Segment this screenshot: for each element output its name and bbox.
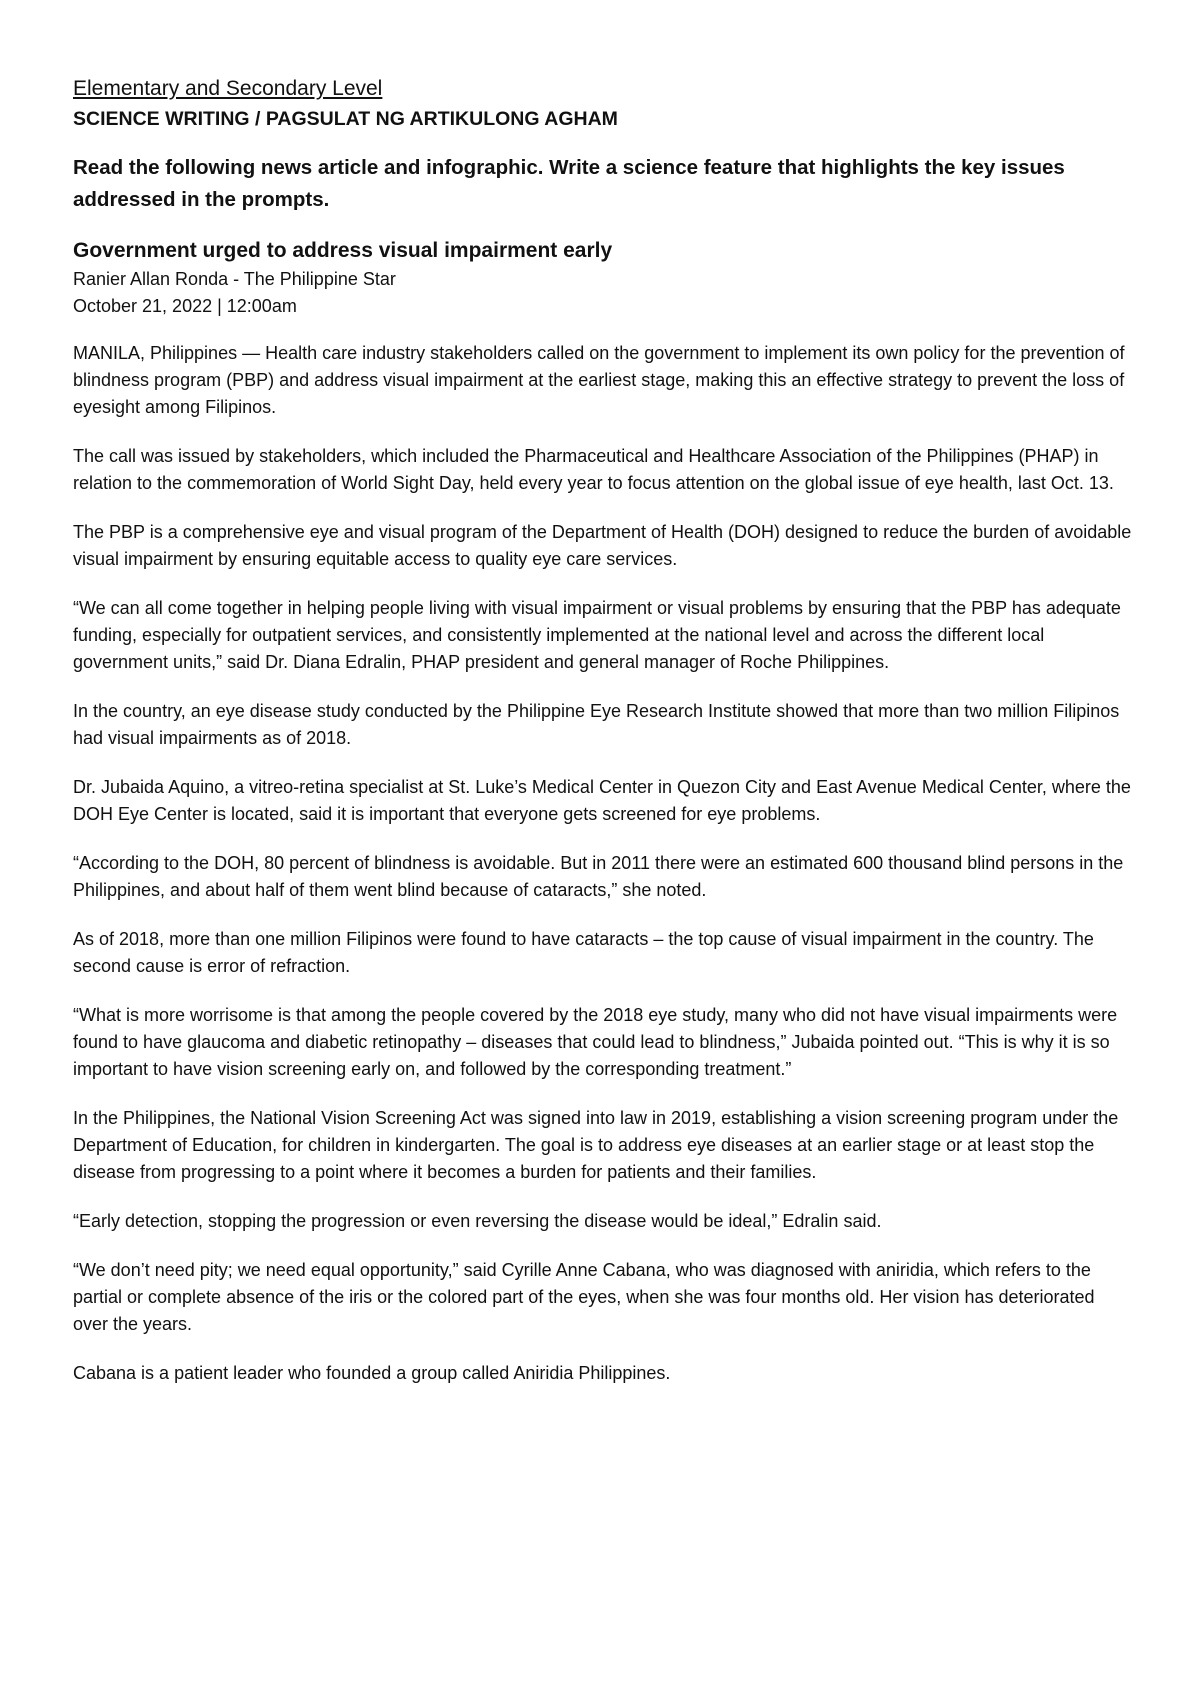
article-paragraph: “What is more worrisome is that among the people covered by the 2018 eye study, many who did not have visual impairments were found to have glaucoma and diabetic retinopathy – diseases that could lead to blindness,” Jubaida pointed out. “This is why it is so important to have vision screening early on, and followed by the corresponding treatment.”	[73, 1005, 1118, 1079]
article-paragraph: “We can all come together in helping people living with visual impairment or visual problems by ensuring that the PBP has adequate funding, especially for outpatient services, and consistently implemented at the national level and across the different local government units,” said Dr. Diana Edralin, PHAP president and general manager of Roche Philippines.	[73, 598, 1121, 672]
article-paragraph: “Early detection, stopping the progression or even reversing the disease would be ideal,” Edralin said.	[73, 1211, 882, 1231]
article-paragraph: As of 2018, more than one million Filipinos were found to have cataracts – the top cause of visual impairment in the country. The second cause is error of refraction.	[73, 929, 1094, 976]
article-paragraph: Cabana is a patient leader who founded a group called Aniridia Philippines.	[73, 1363, 671, 1383]
instructions: Read the following news article and infographic. Write a science feature that highlights the key issues addressed in the prompts.	[73, 156, 1065, 211]
article-paragraph: In the country, an eye disease study conducted by the Philippine Eye Research Institute showed that more than two million Filipinos had visual impairments as of 2018.	[73, 701, 1120, 748]
competition-category: SCIENCE WRITING / PAGSULAT NG ARTIKULONG AGHAM	[73, 108, 618, 130]
article-paragraph: “We don’t need pity; we need equal opportunity,” said Cyrille Anne Cabana, who was diagnosed with aniridia, which refers to the partial or complete absence of the iris or the colored part of the eyes, when she was four months old. Her vision has deteriorated over the years.	[73, 1260, 1095, 1334]
article-byline: Ranier Allan Ronda - The Philippine Star	[73, 269, 396, 289]
document-page	[73, 74, 1133, 1387]
article-paragraph: The PBP is a comprehensive eye and visual program of the Department of Health (DOH) designed to reduce the burden of avoidable visual impairment by ensuring equitable access to quality eye care services.	[73, 522, 1132, 569]
article-paragraph: Dr. Jubaida Aquino, a vitreo-retina specialist at St. Luke’s Medical Center in Quezon City and East Avenue Medical Center, where the DOH Eye Center is located, said it is important that everyone gets screened for eye problems.	[73, 777, 1131, 824]
article-paragraph: The call was issued by stakeholders, which included the Pharmaceutical and Healthcare Association of the Philippines (PHAP) in relation to the commemoration of World Sight Day, held every year to focus attention on the global issue of eye health, last Oct. 13.	[73, 446, 1114, 493]
article-dateline: October 21, 2022 | 12:00am	[73, 296, 297, 316]
article-paragraph: In the Philippines, the National Vision Screening Act was signed into law in 2019, establishing a vision screening program under the Department of Education, for children in kindergarten. The goal is to address eye diseases at an earlier stage or at least stop the disease from progressing to a point where it becomes a burden for patients and their families.	[73, 1108, 1119, 1182]
article-paragraph: MANILA, Philippines — Health care industry stakeholders called on the government to implement its own policy for the prevention of blindness program (PBP) and address visual impairment at the earliest stage, making this an effective strategy to prevent the loss of eyesight among Filipinos.	[73, 343, 1125, 417]
competition-level: Elementary and Secondary Level	[73, 77, 383, 100]
article-paragraph: “According to the DOH, 80 percent of blindness is avoidable. But in 2011 there were an estimated 600 thousand blind persons in the Philippines, and about half of them went blind because of cataracts,” she noted.	[73, 853, 1124, 900]
article-headline: Government urged to address visual impairment early	[73, 239, 613, 262]
